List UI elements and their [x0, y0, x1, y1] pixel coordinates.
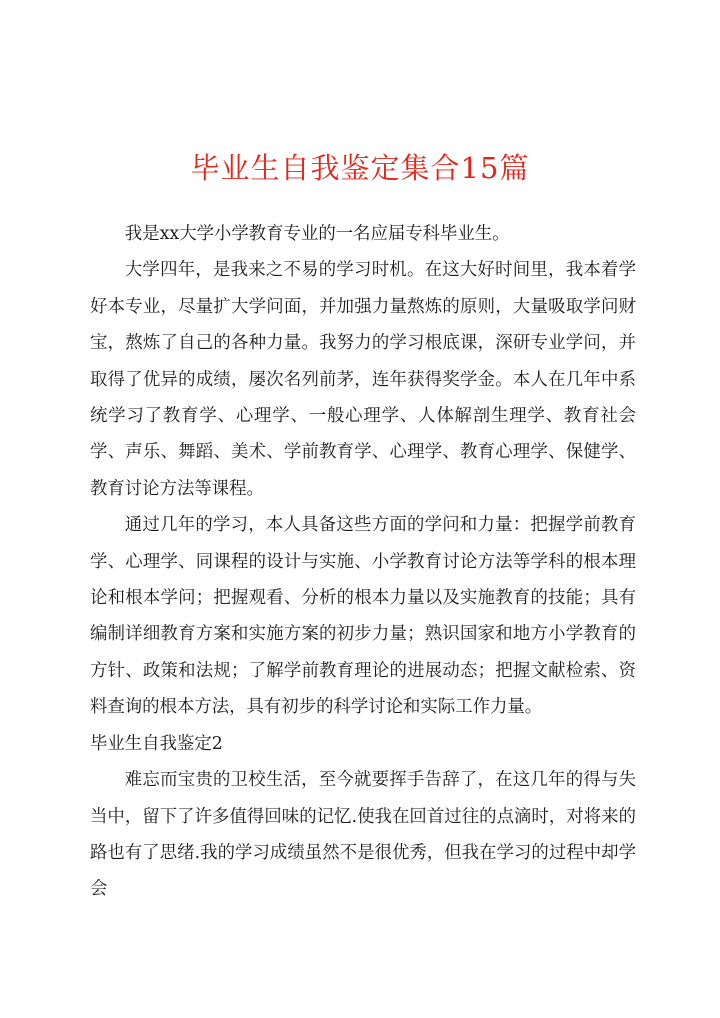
paragraph-intro: 我是xx大学小学教育专业的一名应届专科毕业生。 [124, 224, 510, 244]
paragraph-school-life: 难忘而宝贵的卫校生活，至今就要挥手告辞了，在这几年的得与失当中，留下了许多值得回味的记忆.使我在回首过往的点滴时，对将来的路也有了思绪.我的学习成绩虽然不是很优秀，但我在学习的过程中却学会 [90, 770, 636, 900]
paragraph-study: 大学四年，是我来之不易的学习时机。在这大好时间里，我本着学好本专业，尽量扩大学问面，并加强力量熬炼的原则，大量吸取学问财宝，熬炼了自己的各种力量。我努力的学习根底课，深研专业学问，并取得了优异的成绩，屡次名列前茅，连年获得奖学金。本人在几年中系统学习了教育学、心理学、一般心理学、人体解剖生理学、教育社会学、声乐、舞蹈、美术、学前教育学、心理学、教育心理学、保健学、教育讨论方法等课程。 [90, 260, 636, 499]
paragraph-skills: 通过几年的学习，本人具备这些方面的学问和力量：把握学前教育学、心理学、同课程的设计与实施、小学教育讨论方法等学科的根本理论和根本学问；把握观看、分析的根本力量以及实施教育的技能；具有编制详细教育方案和实施方案的初步力量；熟识国家和地方小学教育的方针、政策和法规；了解学前教育理论的进展动态；把握文献检索、资料查询的根本方法，具有初步的科学讨论和实际工作力量。 [90, 515, 636, 718]
document-title: 毕业生自我鉴定集合15篇 [190, 151, 530, 185]
section-heading: 毕业生自我鉴定2 [90, 733, 223, 754]
document-body [90, 216, 636, 908]
